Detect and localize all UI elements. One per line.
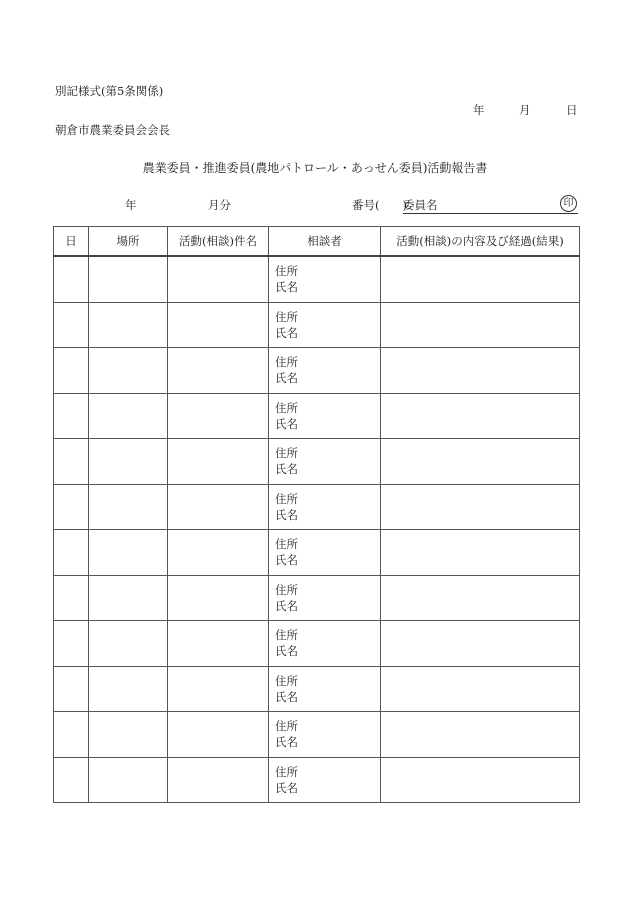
day-cell[interactable] bbox=[54, 484, 89, 530]
consultee-name-label: 氏名 bbox=[275, 507, 298, 522]
form-reference: 別記様式(第5条関係) bbox=[55, 84, 164, 98]
consultee-name-label: 氏名 bbox=[275, 280, 298, 295]
subject-cell[interactable] bbox=[168, 712, 269, 758]
table-header-row bbox=[54, 227, 580, 257]
consultee-address-label: 住所 bbox=[275, 582, 298, 597]
table-row bbox=[54, 621, 580, 667]
consultee-cell[interactable] bbox=[269, 439, 381, 485]
table-row bbox=[54, 439, 580, 485]
table-row bbox=[54, 712, 580, 758]
subject-cell[interactable] bbox=[168, 757, 269, 803]
consultee-name-label: 氏名 bbox=[275, 325, 298, 340]
consultee-cell[interactable] bbox=[269, 302, 381, 348]
consultee-cell[interactable] bbox=[269, 484, 381, 530]
consultee-cell[interactable] bbox=[269, 256, 381, 302]
number-label: 番号( ) bbox=[352, 198, 407, 212]
content-cell[interactable] bbox=[381, 757, 580, 803]
day-cell[interactable] bbox=[54, 575, 89, 621]
consultee-name-label: 氏名 bbox=[275, 416, 298, 431]
consultee-address-label: 住所 bbox=[275, 264, 298, 279]
subject-cell[interactable] bbox=[168, 393, 269, 439]
date-day-label: 日 bbox=[566, 103, 578, 117]
consultee-address-label: 住所 bbox=[275, 719, 298, 734]
content-cell[interactable] bbox=[381, 484, 580, 530]
table-row bbox=[54, 757, 580, 803]
table-row bbox=[54, 256, 580, 302]
activity-report-table bbox=[53, 226, 580, 803]
member-name-label: 委員名 bbox=[403, 198, 438, 212]
table-row bbox=[54, 484, 580, 530]
content-cell[interactable] bbox=[381, 666, 580, 712]
consultee-cell[interactable] bbox=[269, 530, 381, 576]
place-cell[interactable] bbox=[89, 621, 168, 667]
place-cell[interactable] bbox=[89, 757, 168, 803]
column-header-consultee: 相談者 bbox=[269, 227, 381, 257]
content-cell[interactable] bbox=[381, 348, 580, 394]
period-year-label: 年 bbox=[125, 198, 137, 212]
consultee-address-label: 住所 bbox=[275, 309, 298, 324]
content-cell[interactable] bbox=[381, 439, 580, 485]
consultee-address-label: 住所 bbox=[275, 673, 298, 688]
place-cell[interactable] bbox=[89, 484, 168, 530]
period-month-label: 月分 bbox=[208, 198, 231, 212]
document-title: 農業委員・推進委員(農地パトロール・あっせん委員)活動報告書 bbox=[142, 161, 488, 175]
subject-cell[interactable] bbox=[168, 439, 269, 485]
place-cell[interactable] bbox=[89, 256, 168, 302]
place-cell[interactable] bbox=[89, 348, 168, 394]
consultee-cell[interactable] bbox=[269, 757, 381, 803]
content-cell[interactable] bbox=[381, 530, 580, 576]
day-cell[interactable] bbox=[54, 621, 89, 667]
consultee-cell[interactable] bbox=[269, 621, 381, 667]
place-cell[interactable] bbox=[89, 302, 168, 348]
column-header-day: 日 bbox=[54, 227, 89, 257]
consultee-address-label: 住所 bbox=[275, 400, 298, 415]
consultee-name-label: 氏名 bbox=[275, 689, 298, 704]
consultee-cell[interactable] bbox=[269, 575, 381, 621]
place-cell[interactable] bbox=[89, 712, 168, 758]
subject-cell[interactable] bbox=[168, 256, 269, 302]
place-cell[interactable] bbox=[89, 439, 168, 485]
day-cell[interactable] bbox=[54, 439, 89, 485]
day-cell[interactable] bbox=[54, 666, 89, 712]
consultee-address-label: 住所 bbox=[275, 764, 298, 779]
place-cell[interactable] bbox=[89, 575, 168, 621]
consultee-name-label: 氏名 bbox=[275, 735, 298, 750]
consultee-name-label: 氏名 bbox=[275, 371, 298, 386]
consultee-cell[interactable] bbox=[269, 348, 381, 394]
member-name-field[interactable] bbox=[403, 198, 578, 214]
day-cell[interactable] bbox=[54, 348, 89, 394]
content-cell[interactable] bbox=[381, 712, 580, 758]
content-cell[interactable] bbox=[381, 302, 580, 348]
place-cell[interactable] bbox=[89, 530, 168, 576]
table-row bbox=[54, 393, 580, 439]
subject-cell[interactable] bbox=[168, 530, 269, 576]
content-cell[interactable] bbox=[381, 621, 580, 667]
date-month-label: 月 bbox=[519, 103, 531, 117]
consultee-address-label: 住所 bbox=[275, 446, 298, 461]
table-row bbox=[54, 575, 580, 621]
place-cell[interactable] bbox=[89, 393, 168, 439]
subject-cell[interactable] bbox=[168, 484, 269, 530]
place-cell[interactable] bbox=[89, 666, 168, 712]
table-row bbox=[54, 348, 580, 394]
content-cell[interactable] bbox=[381, 575, 580, 621]
consultee-address-label: 住所 bbox=[275, 628, 298, 643]
column-header-subject: 活動(相談)件名 bbox=[168, 227, 269, 257]
addressee: 朝倉市農業委員会会長 bbox=[55, 123, 170, 137]
subject-cell[interactable] bbox=[168, 666, 269, 712]
table-row bbox=[54, 302, 580, 348]
consultee-name-label: 氏名 bbox=[275, 780, 298, 795]
consultee-cell[interactable] bbox=[269, 393, 381, 439]
consultee-name-label: 氏名 bbox=[275, 644, 298, 659]
date-year-label: 年 bbox=[473, 103, 485, 117]
subject-cell[interactable] bbox=[168, 575, 269, 621]
subject-cell[interactable] bbox=[168, 621, 269, 667]
day-cell[interactable] bbox=[54, 302, 89, 348]
content-cell[interactable] bbox=[381, 256, 580, 302]
table-row bbox=[54, 530, 580, 576]
day-cell[interactable] bbox=[54, 712, 89, 758]
consultee-name-label: 氏名 bbox=[275, 553, 298, 568]
consultee-cell[interactable] bbox=[269, 666, 381, 712]
day-cell[interactable] bbox=[54, 757, 89, 803]
consultee-address-label: 住所 bbox=[275, 491, 298, 506]
subject-cell[interactable] bbox=[168, 302, 269, 348]
content-cell[interactable] bbox=[381, 393, 580, 439]
consultee-address-label: 住所 bbox=[275, 537, 298, 552]
consultee-name-label: 氏名 bbox=[275, 598, 298, 613]
table-row bbox=[54, 666, 580, 712]
seal-icon: 印 bbox=[560, 195, 577, 212]
consultee-address-label: 住所 bbox=[275, 355, 298, 370]
subject-cell[interactable] bbox=[168, 348, 269, 394]
day-cell[interactable] bbox=[54, 256, 89, 302]
day-cell[interactable] bbox=[54, 393, 89, 439]
consultee-name-label: 氏名 bbox=[275, 462, 298, 477]
consultee-cell[interactable] bbox=[269, 712, 381, 758]
column-header-content: 活動(相談)の内容及び経過(結果) bbox=[381, 227, 580, 257]
column-header-place: 場所 bbox=[89, 227, 168, 257]
day-cell[interactable] bbox=[54, 530, 89, 576]
